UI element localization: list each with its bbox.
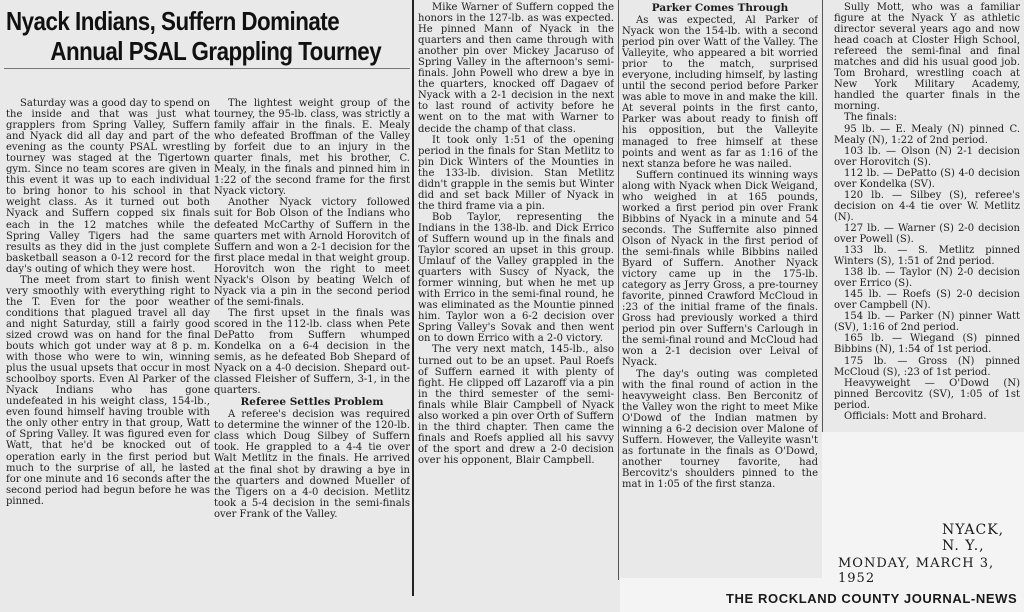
paragraph: As was expected, Al Parker of Nyack won the 154-lb. with a second period pin over Watt of the Valley. The Valleyite, who appeared a bit worried prior to the match, surprised everyone, including himself, by lasting until the second period before Parker was able to move in and make the kill. At several points in the first canto, Parker was about ready to finish off his opposition, but the Valleyite managed to free himself at these points and went as far as 1:16 of the next stanza before he was nailed. (622, 15, 818, 170)
headline-underline (4, 68, 410, 69)
paragraph: It took only 1:51 of the opening period in the finals for Stan Metlitz to pin Dick Winters of the Mounties in the 133-lb. division. Stan Metlitz didn't grapple in the semis but Winter did and set back Miller of Nyack in the third frame via a pin. (418, 134, 614, 212)
finals-result: 165 lb. — Wiegand (S) pinned Bibbins (N), 1:54 of 1st period. (834, 333, 1020, 356)
finals-result: 133 lb. — S. Metlitz pinned Winters (S), 1:51 of 2nd period. (834, 245, 1020, 268)
article-column-3 (418, 2, 614, 578)
paragraph: Mike Warner of Suffern copped the honors in the 127-lb. as was expected. He pinned Mann of Nyack in the quarters and then came through with another pin over Mickey Jacaruso of Spring Valley in the afternoon's semi-finals. John Powell who drew a bye in the quarters, knocked off Dagaev of Nyack with a 2-1 decision in the next to last round of activity before he went on to the mat with Warner to decide the champ of that class. (418, 2, 614, 135)
paragraph: The day's outing was completed with the final round of action in the heavyweight class. Ben Berconitz of the Valley won the right to meet Mike O'Dowd of the Indian matmen by winning a 6-2 decision over Malone of Suffern. However, the Valleyite wasn't as fortunate in the finals as O'Dowd, another tourney favorite, had Bercovitz's shoulders pinned to the mat in 1:05 of the first stanza. (622, 368, 818, 490)
column-rule (822, 0, 823, 432)
finals-header: The finals: (844, 112, 897, 124)
finals-result: 154 lb. — Parker (N) pinner Watt (SV), 1:16 of 2nd period. (834, 311, 1020, 334)
article-column-5 (826, 2, 1020, 432)
subhead-parker: Parker Comes Through (651, 2, 789, 14)
masthead-name: THE ROCKLAND COUNTY JOURNAL-NEWS (726, 591, 1018, 606)
paragraph: Saturday was a good day to spend on the inside and that was just what grapplers from Spring Valley, Suffern and Nyack did all day and part of the evening as the county PSAL wrestling tourney was staged at the Tigertown gym. Since no team scores are given in this event it was up to each individual to bring honor to his school in that weight class. As it turned out both Nyack and Suffern copped six finals each in the 12 matches while the Spring Valley Tigers had the same results as they did in the just complete basketball season a 0-12 record for the day's outing of which they were host. (6, 98, 210, 275)
finals-result: 120 lb. — Silbey (S), referee's decision on 4-4 tie over W. Metlitz (N). (834, 189, 1020, 223)
column-rule (618, 0, 619, 580)
finals-result: 103 lb. — Olson (N) 2-1 decision over Horovitch (S). (834, 145, 1020, 168)
finals-result: 112 lb. — DePatto (S) 4-0 decision over Kondelka (SV). (834, 167, 1020, 190)
paragraph: The first upset in the finals was scored in the 112-lb. class when Pete DePatto from Suffern whumped Kondelka on a 6-4 decision in the semis, as he defeated Bob Shepard of Nyack on a 4-0 decision. Shepard out-classed Fleisher of Suffern, 3-1, in the quarters. (214, 307, 410, 397)
column-rule (412, 0, 414, 596)
finals-result: 145 lb. — Roefs (S) 2-0 decision over Campbell (N). (834, 289, 1020, 312)
paragraph: Sully Mott, who was a familiar figure at the Nyack Y as athletic director several years ago and now head coach at Closter High School, refereed the semi-final and final matches and did his usual good job. Tom Brohard, wrestling coach at New York Military Academy, handled the quarter finals in the morning. (834, 2, 1020, 113)
dateline-place: NYACK, N. Y., (942, 522, 1005, 554)
headline-line-2: Annual PSAL Grappling Tourney (50, 36, 382, 66)
article-column-4 (622, 2, 818, 578)
finals-result: 138 lb. — Taylor (N) 2-0 decision over Errico (S). (834, 267, 1020, 290)
paragraph: A referee's decision was required to determine the winner of the 120-lb. class which Doug Silbey of Suffern took. He grappled to a 4-4 tie over Walt Metlitz in the finals. He arrived at the final shot by drawing a bye in the quarters and downed Mueller of the Tigers on a 4-0 decision. Metlitz took a 5-4 decision in the semi-finals over Frank of the Valley. (214, 409, 410, 520)
finals-result: 95 lb. — E. Mealy (N) pinned C. Mealy (N), 1:22 of 2nd period. (834, 123, 1020, 146)
paragraph: Another Nyack victory followed suit for Bob Olson of the Indians who defeated McCarthy of Suffern in the quarters met with Arnold Horovitch of Suffern and won a 2-1 decision for the first place medal in that weight group. Horovitch won the right to meet Nyack's Olson by beating Welch of Nyack via a pin in the second period of the semi-finals. (214, 197, 410, 308)
paragraph: The very next match, 145-lb., also turned out to be an upset. Paul Roefs of Suffern earned it with plenty of fight. He clipped off Lazaroff via a pin in the third semester of the semi-finals while Blair Campbell of Nyack also worked a pin over Orth of Suffern in the third chapter. Then came the finals and Roefs applied all his savvy of the sport and drew a 2-0 decision over his opponent, Blair Campbell. (418, 344, 614, 466)
article-column-1 (6, 98, 210, 610)
paragraph: The lightest weight group of the tourney, the 95-lb. class, was strictly a family affair in the finals. E. Mealy who defeated Broffman of the Valley by forfeit due to an injury in the quarter finals, met his brother, C. Mealy, in the finals and pinned him in 1:22 of the second frame for the first Nyack victory. (214, 98, 410, 198)
headline-line-1: Nyack Indians, Suffern Dominate (6, 6, 340, 36)
paragraph: Bob Taylor, representing the Indians in the 138-lb. and Dick Errico of Suffern wound up in the finals and Taylor scored an upset in this group. Umlauf of the Valley grappled in the quarters with Suscy of Nyack, the former winning, but when he met up with Errico in the semi-final round, he was eliminated as the Mountie pinned him. Taylor won a 6-2 decision over Spring Valley's Sovak and then went on to down Errico with a 2-0 victory. (418, 211, 614, 345)
finals-officials: Officials: Mott and Brohard. (844, 410, 987, 422)
finals-result: 127 lb. — Warner (S) 2-0 decision over Powell (S). (834, 222, 1020, 245)
finals-result: 175 lb. — Gross (N) pinned McCloud (S), :23 of 1st period. (834, 355, 1020, 378)
headline (6, 6, 410, 66)
subhead-referee: Referee Settles Problem (240, 396, 384, 409)
article-column-2 (214, 98, 410, 610)
finals-result: Heavyweight — O'Dowd (N) pinned Bercovitz (SV), 1:05 of 1st period. (834, 377, 1020, 411)
paragraph: Suffern continued its winning ways along with Nyack when Dick Weigand, who weighed in at 165 pounds, worked a first period pin over Frank Bibbins of Nyack in a minute and 54 seconds. The Suffernite also pinned Olson of Nyack in the first period of the semi-finals while Bibbins nailed Byard of Suffern. Another Nyack victory came up in the 175-lb. category as Jerry Gross, a pre-tourney favorite, pinned Crawford McCloud in :23 of the initial frame of the finals. Gross had previously worked a third period pin over Suffern's Carlough in the semi-final round and McCloud had won a 2-1 decision over Leival of Nyack. (622, 169, 818, 369)
paragraph: The meet from start to finish went very smoothly with everything right to the T. Even for the poor weather conditions that plagued travel all day and night Saturday, still a fairly good sized crowd was on hand for the final bouts which got under way at 8 p. m. with those who were to win, winning plus the usual upsets that occur in most schoolboy sports. Even Al Parker of the Nyack Indians who has gone undefeated in his weight class, 154-lb., even found himself having trouble with the only other entry in that group, Watt of Spring Valley. It was figured even for Watt, that he'd be knocked out of operation early in the first period but much to the surprise of all, he lasted for one minute and 16 seconds after the second period had begun before he was pinned. (6, 274, 210, 507)
dateline-date: MONDAY, MARCH 3, 1952 (838, 556, 995, 586)
